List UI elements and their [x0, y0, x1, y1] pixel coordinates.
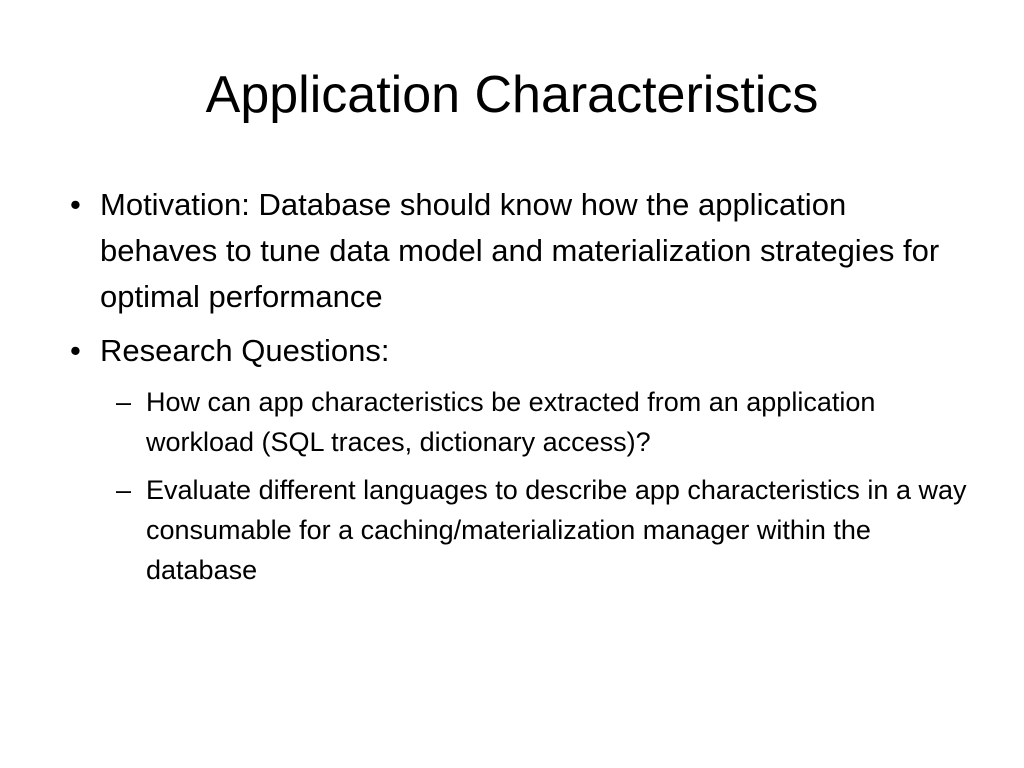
slide-content [70, 182, 970, 598]
bullet-marker: • [70, 333, 81, 368]
sub-bullet-text: Evaluate different languages to describe app characteristics in a way consumable for a caching/materialization manager within the database [146, 475, 967, 585]
bullet-research-questions [70, 328, 970, 374]
bullet-motivation [70, 182, 970, 320]
sub-bullet-text: How can app characteristics be extracted from an application workload (SQL traces, dictionary access)? [146, 387, 876, 457]
bullet-marker: • [70, 187, 81, 222]
bullet-text: Research Questions: [100, 333, 390, 368]
sub-bullet-extraction [70, 382, 970, 462]
sub-bullet-marker: – [116, 387, 132, 417]
sub-bullet-marker: – [116, 475, 132, 505]
slide-title: Application Characteristics [205, 66, 819, 124]
bullet-text: Motivation: Database should know how the application behaves to tune data model and materialization strategies for optimal performance [100, 187, 940, 314]
sub-bullet-languages [70, 470, 970, 590]
